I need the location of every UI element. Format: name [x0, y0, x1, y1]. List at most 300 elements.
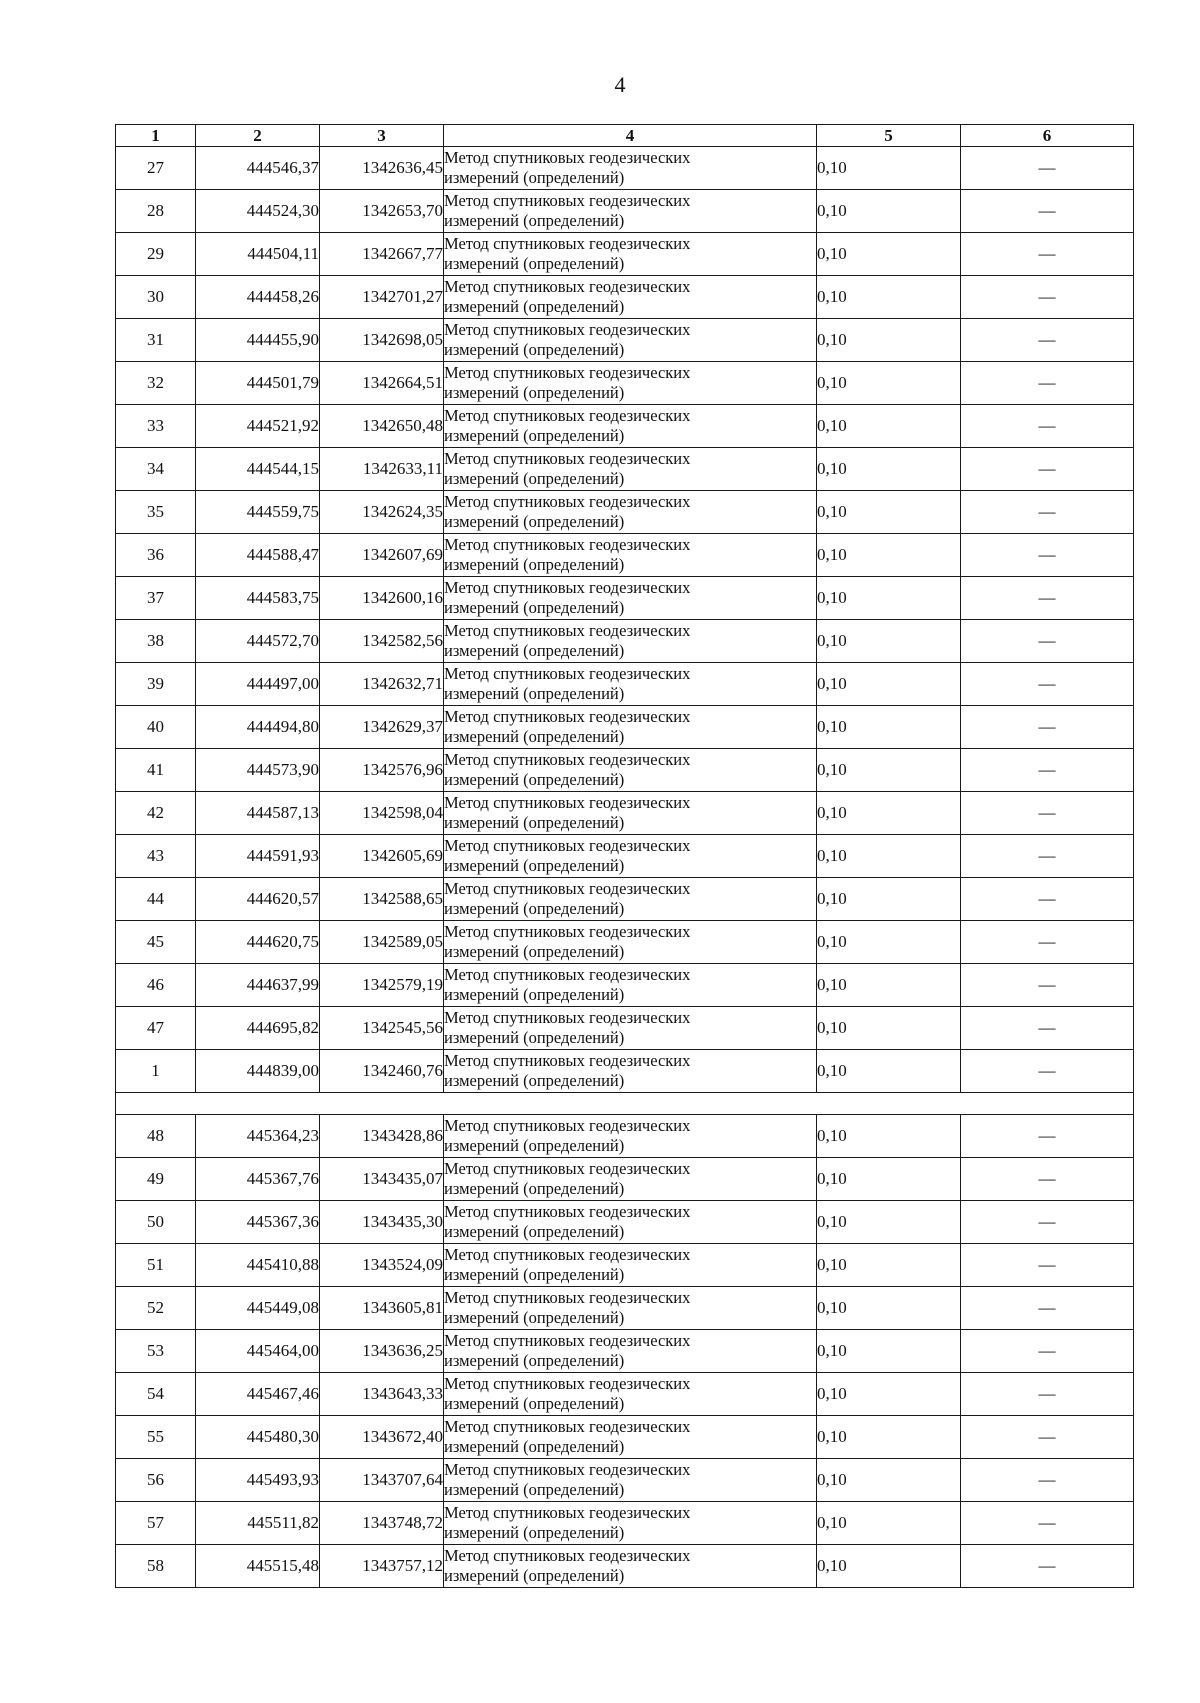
method-line-2: измерений (определений)	[444, 383, 625, 402]
method-line-1: Метод спутниковых геодезических	[444, 965, 691, 984]
x-coordinate-cell: 445464,00	[196, 1330, 320, 1373]
method-line-2: измерений (определений)	[444, 1136, 625, 1155]
method-line-1: Метод спутниковых геодезических	[444, 148, 691, 167]
table-row	[116, 1330, 1134, 1373]
method-line-2: измерений (определений)	[444, 1179, 625, 1198]
method-line-2: измерений (определений)	[444, 1265, 625, 1284]
table-row	[116, 1115, 1134, 1158]
x-coordinate-cell: 444839,00	[196, 1050, 320, 1093]
method-line-1: Метод спутниковых геодезических	[444, 1331, 691, 1350]
point-number-cell: 50	[116, 1201, 196, 1244]
note-cell: —	[961, 1158, 1134, 1201]
method-line-1: Метод спутниковых геодезических	[444, 406, 691, 425]
y-coordinate-cell: 1342629,37	[320, 706, 444, 749]
accuracy-cell: 0,10	[817, 1115, 961, 1158]
method-line-2: измерений (определений)	[444, 942, 625, 961]
method-line-2: измерений (определений)	[444, 770, 625, 789]
table-row	[116, 1373, 1134, 1416]
method-line-2: измерений (определений)	[444, 1394, 625, 1413]
point-number-cell: 53	[116, 1330, 196, 1373]
method-line-1: Метод спутниковых геодезических	[444, 750, 691, 769]
y-coordinate-cell: 1342460,76	[320, 1050, 444, 1093]
table-row	[116, 964, 1134, 1007]
method-cell	[444, 1244, 817, 1287]
method-line-2: измерений (определений)	[444, 1523, 625, 1542]
accuracy-cell: 0,10	[817, 405, 961, 448]
point-number-cell: 28	[116, 190, 196, 233]
method-cell	[444, 1459, 817, 1502]
x-coordinate-cell: 444504,11	[196, 233, 320, 276]
accuracy-cell: 0,10	[817, 663, 961, 706]
note-cell: —	[961, 1201, 1134, 1244]
table-row	[116, 1244, 1134, 1287]
x-coordinate-cell: 444494,80	[196, 706, 320, 749]
note-cell: —	[961, 1545, 1134, 1588]
point-number-cell: 41	[116, 749, 196, 792]
header-cell: 3	[320, 125, 444, 147]
y-coordinate-cell: 1343757,12	[320, 1545, 444, 1588]
accuracy-cell: 0,10	[817, 792, 961, 835]
table-row	[116, 1158, 1134, 1201]
point-number-cell: 38	[116, 620, 196, 663]
method-cell	[444, 534, 817, 577]
method-line-2: измерений (определений)	[444, 641, 625, 660]
note-cell: —	[961, 362, 1134, 405]
x-coordinate-cell: 444637,99	[196, 964, 320, 1007]
table-row	[116, 319, 1134, 362]
method-line-1: Метод спутниковых геодезических	[444, 1503, 691, 1522]
method-cell	[444, 1545, 817, 1588]
method-line-2: измерений (определений)	[444, 168, 625, 187]
y-coordinate-cell: 1343748,72	[320, 1502, 444, 1545]
x-coordinate-cell: 444587,13	[196, 792, 320, 835]
page-number: 4	[614, 72, 626, 97]
accuracy-cell: 0,10	[817, 1330, 961, 1373]
method-line-2: измерений (определений)	[444, 1480, 625, 1499]
note-cell: —	[961, 1373, 1134, 1416]
x-coordinate-cell: 445410,88	[196, 1244, 320, 1287]
note-cell: —	[961, 663, 1134, 706]
accuracy-cell: 0,10	[817, 1007, 961, 1050]
note-cell: —	[961, 706, 1134, 749]
method-line-2: измерений (определений)	[444, 297, 625, 316]
accuracy-cell: 0,10	[817, 1459, 961, 1502]
point-number-cell: 51	[116, 1244, 196, 1287]
method-line-1: Метод спутниковых геодезических	[444, 1202, 691, 1221]
table-row	[116, 878, 1134, 921]
method-line-1: Метод спутниковых геодезических	[444, 707, 691, 726]
method-cell	[444, 405, 817, 448]
accuracy-cell: 0,10	[817, 620, 961, 663]
note-cell: —	[961, 835, 1134, 878]
header-cell: 4	[444, 125, 817, 147]
point-number-cell: 35	[116, 491, 196, 534]
table-row	[116, 233, 1134, 276]
method-cell	[444, 749, 817, 792]
note-cell: —	[961, 964, 1134, 1007]
point-number-cell: 40	[116, 706, 196, 749]
accuracy-cell: 0,10	[817, 448, 961, 491]
point-number-cell: 48	[116, 1115, 196, 1158]
method-cell	[444, 663, 817, 706]
table-row	[116, 362, 1134, 405]
x-coordinate-cell: 444573,90	[196, 749, 320, 792]
x-coordinate-cell: 444497,00	[196, 663, 320, 706]
x-coordinate-cell: 445515,48	[196, 1545, 320, 1588]
table-row	[116, 835, 1134, 878]
y-coordinate-cell: 1343605,81	[320, 1287, 444, 1330]
table-row	[116, 1502, 1134, 1545]
x-coordinate-cell: 444521,92	[196, 405, 320, 448]
y-coordinate-cell: 1342633,11	[320, 448, 444, 491]
note-cell: —	[961, 1459, 1134, 1502]
header-cell: 5	[817, 125, 961, 147]
table-row	[116, 749, 1134, 792]
accuracy-cell: 0,10	[817, 706, 961, 749]
note-cell: —	[961, 1416, 1134, 1459]
accuracy-cell: 0,10	[817, 964, 961, 1007]
method-line-2: измерений (определений)	[444, 211, 625, 230]
method-line-2: измерений (определений)	[444, 469, 625, 488]
method-line-2: измерений (определений)	[444, 426, 625, 445]
point-number-cell: 54	[116, 1373, 196, 1416]
table-row	[116, 534, 1134, 577]
note-cell: —	[961, 878, 1134, 921]
table-row	[116, 147, 1134, 190]
method-cell	[444, 190, 817, 233]
method-line-2: измерений (определений)	[444, 598, 625, 617]
method-line-1: Метод спутниковых геодезических	[444, 1116, 691, 1135]
method-line-2: измерений (определений)	[444, 813, 625, 832]
point-number-cell: 32	[116, 362, 196, 405]
method-line-2: измерений (определений)	[444, 899, 625, 918]
method-line-2: измерений (определений)	[444, 1222, 625, 1241]
table-row	[116, 491, 1134, 534]
method-line-1: Метод спутниковых геодезических	[444, 1051, 691, 1070]
table-row	[116, 276, 1134, 319]
table-row	[116, 921, 1134, 964]
table-row	[116, 1459, 1134, 1502]
y-coordinate-cell: 1343672,40	[320, 1416, 444, 1459]
note-cell: —	[961, 577, 1134, 620]
accuracy-cell: 0,10	[817, 1287, 961, 1330]
y-coordinate-cell: 1342624,35	[320, 491, 444, 534]
method-line-2: измерений (определений)	[444, 1437, 625, 1456]
method-line-1: Метод спутниковых геодезических	[444, 664, 691, 683]
note-cell: —	[961, 749, 1134, 792]
accuracy-cell: 0,10	[817, 1201, 961, 1244]
method-line-1: Метод спутниковых геодезических	[444, 363, 691, 382]
method-line-2: измерений (определений)	[444, 856, 625, 875]
x-coordinate-cell: 444695,82	[196, 1007, 320, 1050]
method-cell	[444, 878, 817, 921]
method-cell	[444, 620, 817, 663]
y-coordinate-cell: 1342582,56	[320, 620, 444, 663]
y-coordinate-cell: 1342598,04	[320, 792, 444, 835]
x-coordinate-cell: 444524,30	[196, 190, 320, 233]
note-cell: —	[961, 921, 1134, 964]
method-cell	[444, 835, 817, 878]
point-number-cell: 29	[116, 233, 196, 276]
y-coordinate-cell: 1342653,70	[320, 190, 444, 233]
method-cell	[444, 276, 817, 319]
method-cell	[444, 233, 817, 276]
x-coordinate-cell: 445449,08	[196, 1287, 320, 1330]
accuracy-cell: 0,10	[817, 319, 961, 362]
note-cell: —	[961, 1502, 1134, 1545]
x-coordinate-cell: 444546,37	[196, 147, 320, 190]
method-line-1: Метод спутниковых геодезических	[444, 879, 691, 898]
point-number-cell: 43	[116, 835, 196, 878]
y-coordinate-cell: 1342632,71	[320, 663, 444, 706]
note-cell: —	[961, 1330, 1134, 1373]
method-line-1: Метод спутниковых геодезических	[444, 922, 691, 941]
table-row	[116, 620, 1134, 663]
note-cell: —	[961, 1287, 1134, 1330]
accuracy-cell: 0,10	[817, 190, 961, 233]
note-cell: —	[961, 491, 1134, 534]
note-cell: —	[961, 1115, 1134, 1158]
accuracy-cell: 0,10	[817, 921, 961, 964]
accuracy-cell: 0,10	[817, 1050, 961, 1093]
method-cell	[444, 1115, 817, 1158]
point-number-cell: 46	[116, 964, 196, 1007]
note-cell: —	[961, 1244, 1134, 1287]
table-row	[116, 1416, 1134, 1459]
y-coordinate-cell: 1342589,05	[320, 921, 444, 964]
method-line-2: измерений (определений)	[444, 340, 625, 359]
y-coordinate-cell: 1342636,45	[320, 147, 444, 190]
table-row	[116, 577, 1134, 620]
x-coordinate-cell: 444583,75	[196, 577, 320, 620]
method-line-1: Метод спутниковых геодезических	[444, 1245, 691, 1264]
accuracy-cell: 0,10	[817, 1545, 961, 1588]
y-coordinate-cell: 1342579,19	[320, 964, 444, 1007]
point-number-cell: 34	[116, 448, 196, 491]
y-coordinate-cell: 1343435,30	[320, 1201, 444, 1244]
method-line-1: Метод спутниковых геодезических	[444, 277, 691, 296]
y-coordinate-cell: 1343428,86	[320, 1115, 444, 1158]
y-coordinate-cell: 1343707,64	[320, 1459, 444, 1502]
point-number-cell: 56	[116, 1459, 196, 1502]
y-coordinate-cell: 1342664,51	[320, 362, 444, 405]
method-line-2: измерений (определений)	[444, 1308, 625, 1327]
point-number-cell: 45	[116, 921, 196, 964]
table-row	[116, 405, 1134, 448]
table-row	[116, 190, 1134, 233]
method-cell	[444, 1330, 817, 1373]
method-cell	[444, 921, 817, 964]
accuracy-cell: 0,10	[817, 362, 961, 405]
accuracy-cell: 0,10	[817, 491, 961, 534]
x-coordinate-cell: 444620,57	[196, 878, 320, 921]
separator-cell	[116, 1093, 1134, 1115]
table-row	[116, 663, 1134, 706]
note-cell: —	[961, 147, 1134, 190]
x-coordinate-cell: 444501,79	[196, 362, 320, 405]
x-coordinate-cell: 445367,36	[196, 1201, 320, 1244]
method-line-2: измерений (определений)	[444, 985, 625, 1004]
method-line-1: Метод спутниковых геодезических	[444, 1159, 691, 1178]
accuracy-cell: 0,10	[817, 233, 961, 276]
y-coordinate-cell: 1342698,05	[320, 319, 444, 362]
accuracy-cell: 0,10	[817, 276, 961, 319]
accuracy-cell: 0,10	[817, 878, 961, 921]
note-cell: —	[961, 792, 1134, 835]
point-number-cell: 31	[116, 319, 196, 362]
x-coordinate-cell: 445467,46	[196, 1373, 320, 1416]
table-row	[116, 1287, 1134, 1330]
method-cell	[444, 792, 817, 835]
method-line-1: Метод спутниковых геодезических	[444, 234, 691, 253]
method-line-2: измерений (определений)	[444, 254, 625, 273]
y-coordinate-cell: 1342650,48	[320, 405, 444, 448]
x-coordinate-cell: 445493,93	[196, 1459, 320, 1502]
method-line-1: Метод спутниковых геодезических	[444, 621, 691, 640]
table-header-row	[116, 125, 1134, 147]
x-coordinate-cell: 444559,75	[196, 491, 320, 534]
x-coordinate-cell: 445480,30	[196, 1416, 320, 1459]
note-cell: —	[961, 319, 1134, 362]
x-coordinate-cell: 444620,75	[196, 921, 320, 964]
method-line-1: Метод спутниковых геодезических	[444, 191, 691, 210]
point-number-cell: 52	[116, 1287, 196, 1330]
method-line-1: Метод спутниковых геодезических	[444, 492, 691, 511]
method-cell	[444, 448, 817, 491]
header-cell: 1	[116, 125, 196, 147]
accuracy-cell: 0,10	[817, 1244, 961, 1287]
point-number-cell: 58	[116, 1545, 196, 1588]
method-cell	[444, 147, 817, 190]
method-line-2: измерений (определений)	[444, 1351, 625, 1370]
note-cell: —	[961, 534, 1134, 577]
x-coordinate-cell: 445367,76	[196, 1158, 320, 1201]
method-line-1: Метод спутниковых геодезических	[444, 449, 691, 468]
y-coordinate-cell: 1342607,69	[320, 534, 444, 577]
note-cell: —	[961, 620, 1134, 663]
note-cell: —	[961, 448, 1134, 491]
table-row	[116, 1545, 1134, 1588]
y-coordinate-cell: 1343435,07	[320, 1158, 444, 1201]
y-coordinate-cell: 1342600,16	[320, 577, 444, 620]
x-coordinate-cell: 445364,23	[196, 1115, 320, 1158]
method-line-2: измерений (определений)	[444, 1028, 625, 1047]
method-cell	[444, 1158, 817, 1201]
accuracy-cell: 0,10	[817, 147, 961, 190]
point-number-cell: 57	[116, 1502, 196, 1545]
point-number-cell: 1	[116, 1050, 196, 1093]
header-cell: 2	[196, 125, 320, 147]
accuracy-cell: 0,10	[817, 1416, 961, 1459]
y-coordinate-cell: 1342588,65	[320, 878, 444, 921]
point-number-cell: 30	[116, 276, 196, 319]
note-cell: —	[961, 1050, 1134, 1093]
y-coordinate-cell: 1343643,33	[320, 1373, 444, 1416]
point-number-cell: 47	[116, 1007, 196, 1050]
method-cell	[444, 1007, 817, 1050]
method-line-2: измерений (определений)	[444, 555, 625, 574]
accuracy-cell: 0,10	[817, 1502, 961, 1545]
method-cell	[444, 1201, 817, 1244]
method-line-1: Метод спутниковых геодезических	[444, 1288, 691, 1307]
method-line-2: измерений (определений)	[444, 684, 625, 703]
accuracy-cell: 0,10	[817, 1373, 961, 1416]
point-number-cell: 44	[116, 878, 196, 921]
x-coordinate-cell: 444591,93	[196, 835, 320, 878]
method-cell	[444, 577, 817, 620]
accuracy-cell: 0,10	[817, 749, 961, 792]
x-coordinate-cell: 444588,47	[196, 534, 320, 577]
method-cell	[444, 1287, 817, 1330]
x-coordinate-cell: 444572,70	[196, 620, 320, 663]
note-cell: —	[961, 1007, 1134, 1050]
point-number-cell: 27	[116, 147, 196, 190]
method-cell	[444, 1373, 817, 1416]
point-number-cell: 42	[116, 792, 196, 835]
table-row	[116, 1007, 1134, 1050]
point-number-cell: 36	[116, 534, 196, 577]
accuracy-cell: 0,10	[817, 534, 961, 577]
method-cell	[444, 1050, 817, 1093]
accuracy-cell: 0,10	[817, 835, 961, 878]
note-cell: —	[961, 190, 1134, 233]
method-line-2: измерений (определений)	[444, 1071, 625, 1090]
method-line-1: Метод спутниковых геодезических	[444, 1417, 691, 1436]
table-row	[116, 1201, 1134, 1244]
x-coordinate-cell: 444455,90	[196, 319, 320, 362]
method-cell	[444, 964, 817, 1007]
method-line-1: Метод спутниковых геодезических	[444, 1374, 691, 1393]
table-row	[116, 448, 1134, 491]
method-cell	[444, 706, 817, 749]
point-number-cell: 33	[116, 405, 196, 448]
y-coordinate-cell: 1342576,96	[320, 749, 444, 792]
header-cell: 6	[961, 125, 1134, 147]
note-cell: —	[961, 276, 1134, 319]
table-separator-row	[116, 1093, 1134, 1115]
coordinates-table	[115, 124, 1134, 1588]
method-cell	[444, 319, 817, 362]
method-cell	[444, 1416, 817, 1459]
method-cell	[444, 362, 817, 405]
method-line-1: Метод спутниковых геодезических	[444, 320, 691, 339]
accuracy-cell: 0,10	[817, 577, 961, 620]
method-line-1: Метод спутниковых геодезических	[444, 836, 691, 855]
point-number-cell: 55	[116, 1416, 196, 1459]
method-cell	[444, 1502, 817, 1545]
y-coordinate-cell: 1342605,69	[320, 835, 444, 878]
table-body	[116, 147, 1134, 1588]
table-row	[116, 1050, 1134, 1093]
y-coordinate-cell: 1342701,27	[320, 276, 444, 319]
x-coordinate-cell: 445511,82	[196, 1502, 320, 1545]
method-line-1: Метод спутниковых геодезических	[444, 793, 691, 812]
table-row	[116, 706, 1134, 749]
method-line-1: Метод спутниковых геодезических	[444, 535, 691, 554]
method-line-1: Метод спутниковых геодезических	[444, 578, 691, 597]
x-coordinate-cell: 444458,26	[196, 276, 320, 319]
method-line-1: Метод спутниковых геодезических	[444, 1008, 691, 1027]
method-cell	[444, 491, 817, 534]
point-number-cell: 39	[116, 663, 196, 706]
accuracy-cell: 0,10	[817, 1158, 961, 1201]
note-cell: —	[961, 233, 1134, 276]
table-row	[116, 792, 1134, 835]
y-coordinate-cell: 1342667,77	[320, 233, 444, 276]
method-line-1: Метод спутниковых геодезических	[444, 1546, 691, 1565]
point-number-cell: 37	[116, 577, 196, 620]
y-coordinate-cell: 1343524,09	[320, 1244, 444, 1287]
